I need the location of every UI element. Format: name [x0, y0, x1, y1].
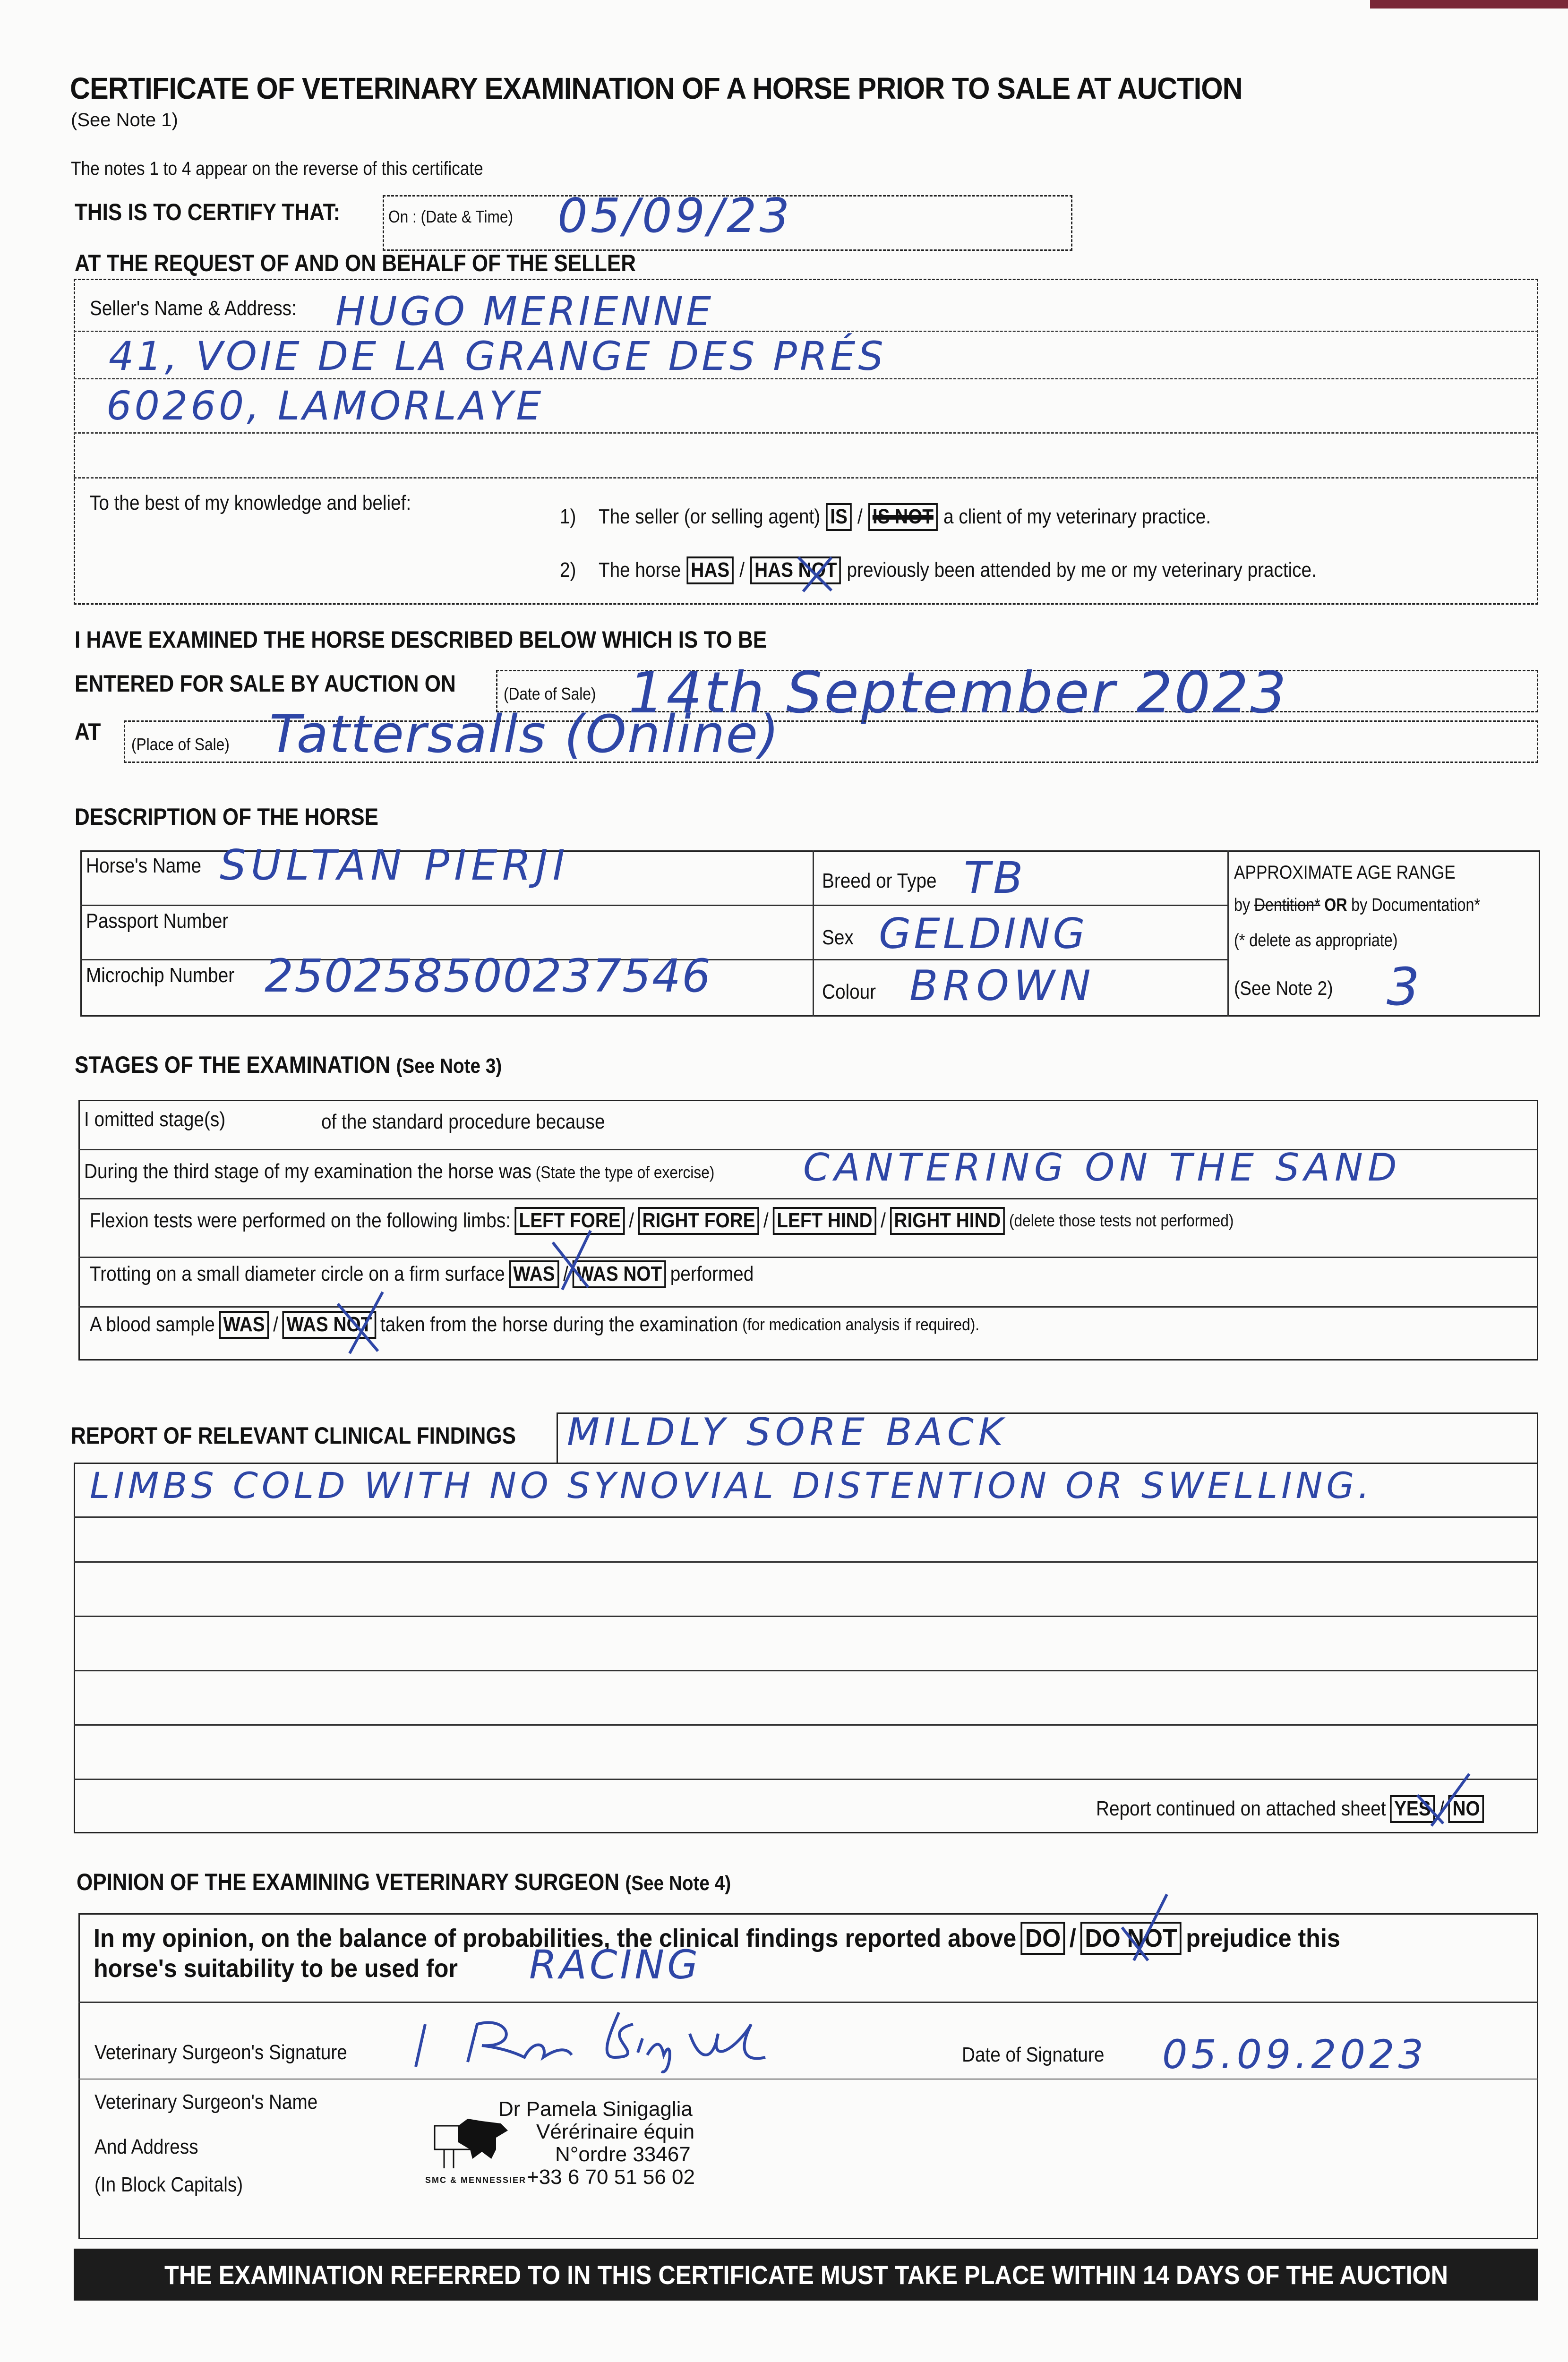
notes-line: The notes 1 to 4 appear on the reverse of this certificate: [71, 158, 483, 179]
block-capitals-label: (In Block Capitals): [94, 2173, 243, 2196]
findings-rule-3: [74, 1616, 1538, 1617]
right-hind-option[interactable]: RIGHT HIND: [890, 1207, 1005, 1235]
statement-2: [560, 556, 1317, 584]
examined-line: I HAVE EXAMINED THE HORSE DESCRIBED BELOW WHICH IS TO BE: [75, 626, 767, 653]
date-time-label: On : (Date & Time): [388, 207, 514, 226]
continued-no-option[interactable]: NO: [1448, 1795, 1484, 1823]
statement-1: [560, 503, 1211, 531]
seller-label: Seller's Name & Address:: [90, 297, 297, 320]
opinion-do-not-option[interactable]: DO NOT: [1080, 1922, 1182, 1955]
age-documentation[interactable]: by Documentation*: [1351, 895, 1481, 915]
certificate-title: CERTIFICATE OF VETERINARY EXAMINATION OF A HORSE PRIOR TO SALE AT AUCTION: [70, 71, 1242, 105]
seller-rule-4: [74, 477, 1538, 479]
address-label: And Address: [94, 2135, 198, 2158]
blood-slash: /: [273, 1313, 278, 1336]
stages-row-2: [78, 1198, 1538, 1199]
stages-heading: STAGES OF THE EXAMINATION: [75, 1052, 391, 1078]
surgeon-name-label: Veterinary Surgeon's Name: [94, 2090, 318, 2114]
age-heading: APPROXIMATE AGE RANGE: [1234, 862, 1456, 883]
trotting-suffix: performed: [670, 1262, 754, 1286]
findings-rule-2: [74, 1561, 1538, 1563]
opinion-heading-row: [77, 1868, 731, 1896]
trotting-slash: /: [563, 1262, 568, 1286]
opinion-note: (See Note 4): [625, 1872, 731, 1895]
findings-rule-6: [74, 1779, 1538, 1780]
blood-note: (for medication analysis if required).: [742, 1315, 980, 1335]
is-not-option[interactable]: IS NOT: [868, 503, 938, 531]
findings-rule-5: [74, 1724, 1538, 1726]
entered-label: ENTERED FOR SALE BY AUCTION ON: [75, 670, 456, 697]
opinion-slash: /: [1069, 1924, 1076, 1953]
place-of-sale-value: Tattersalls (Online): [269, 704, 780, 764]
item2-slash: /: [739, 558, 745, 582]
has-option[interactable]: HAS: [687, 556, 734, 584]
age-delete-note: (* delete as appropriate): [1234, 931, 1398, 950]
see-note-1: (See Note 1): [71, 110, 178, 130]
breed-value[interactable]: TB: [964, 853, 1026, 903]
age-or: OR: [1324, 895, 1347, 915]
horse-name-value[interactable]: SULTAN PIERJI: [220, 841, 570, 890]
footer-banner: [74, 2249, 1538, 2301]
is-option[interactable]: IS: [826, 503, 851, 531]
flexion-label: Flexion tests were performed on the following limbs:: [90, 1209, 511, 1232]
stamp-name: Dr Pamela Sinigaglia: [498, 2097, 693, 2121]
date-of-sale-label: (Date of Sale): [504, 684, 596, 703]
microchip-label: Microchip Number: [86, 964, 235, 987]
opinion-rule-1: [78, 2002, 1538, 2003]
item2-post: previously been attended by me or my veterinary practice.: [847, 558, 1317, 582]
seller-rule-2: [74, 378, 1538, 379]
flexion-slash-1: /: [629, 1209, 634, 1232]
findings-rule-1: [74, 1516, 1538, 1518]
desc-row-1: [80, 905, 1228, 906]
continued-label: Report continued on attached sheet: [1096, 1797, 1386, 1821]
at-label: AT: [75, 719, 101, 745]
horse-name-label: Horse's Name: [86, 854, 202, 877]
blood-label: A blood sample: [90, 1313, 215, 1336]
left-hind-option[interactable]: LEFT HIND: [773, 1207, 877, 1235]
item1-slash: /: [857, 505, 863, 529]
blood-row: [90, 1311, 979, 1339]
date-of-signature-label: Date of Signature: [962, 2043, 1105, 2066]
stamp-ordre: N°ordre 33467: [555, 2143, 691, 2166]
certify-label: THIS IS TO CERTIFY THAT:: [75, 199, 341, 225]
omitted-suffix: of the standard procedure because: [321, 1110, 605, 1133]
opinion-heading: OPINION OF THE EXAMINING VETERINARY SURGEON: [77, 1869, 620, 1895]
footer-text: THE EXAMINATION REFERRED TO IN THIS CERTIFICATE MUST TAKE PLACE WITHIN 14 DAYS OF THE AUCTION: [164, 2259, 1448, 2290]
opinion-do-cross-mark: [1115, 1890, 1172, 1965]
microchip-value[interactable]: 250258500237546: [265, 950, 712, 1002]
place-of-sale-label: (Place of Sale): [131, 735, 230, 754]
trotting-label: Trotting on a small diameter circle on a firm surface: [90, 1262, 505, 1286]
date-of-sale-value: 14th September 2023: [628, 660, 1288, 726]
age-value[interactable]: 3: [1387, 957, 1422, 1017]
opinion-do-option[interactable]: DO: [1021, 1922, 1065, 1955]
top-edge-band: [1370, 0, 1568, 9]
seller-rule-1: [74, 331, 1538, 332]
age-see-note: (See Note 2): [1234, 977, 1333, 999]
findings-line1[interactable]: MILDLY SORE BACK: [567, 1410, 1008, 1454]
flexion-slash-3: /: [881, 1209, 886, 1232]
description-heading: DESCRIPTION OF THE HORSE: [75, 804, 378, 830]
stages-row-4: [78, 1306, 1538, 1308]
seller-name[interactable]: HUGO MERIENNE: [335, 288, 714, 334]
stamp-phone: +33 6 70 51 56 02: [527, 2165, 695, 2189]
stamp-logo-text: SMC & MENNESSIER: [425, 2175, 527, 2185]
flexion-note: (delete those tests not performed): [1009, 1211, 1234, 1231]
opinion-statement-line2: horse's suitability to be used for: [94, 1954, 458, 1983]
findings-table: [74, 1463, 1538, 1833]
opinion-statement-pre: In my opinion, on the balance of probabilities, the clinical findings reported above: [94, 1924, 1017, 1953]
item1-pre: The seller (or selling agent): [598, 505, 821, 529]
stages-heading-row: [75, 1051, 502, 1078]
age-by: by: [1234, 895, 1251, 915]
third-stage-label: During the third stage of my examination the horse was: [84, 1160, 531, 1183]
right-fore-option[interactable]: RIGHT FORE: [638, 1207, 759, 1235]
opinion-use-value[interactable]: RACING: [529, 1942, 701, 1988]
seller-address-line1[interactable]: 41, VOIE DE LA GRANGE DES PRÉS: [109, 333, 886, 379]
opinion-rule-2: [78, 2079, 1538, 2080]
flexion-slash-2: /: [763, 1209, 769, 1232]
sex-label: Sex: [822, 926, 854, 949]
trotting-was-option[interactable]: WAS: [509, 1260, 559, 1288]
third-stage-row: [84, 1160, 714, 1183]
opinion-statement-post: prejudice this: [1186, 1924, 1340, 1953]
age-dentition[interactable]: Dentition*: [1254, 895, 1320, 915]
stages-note: (See Note 3): [396, 1054, 502, 1078]
knowledge-label: To the best of my knowledge and belief:: [90, 491, 411, 514]
stages-row-3: [78, 1257, 1538, 1258]
blood-suffix: taken from the horse during the examination: [380, 1313, 738, 1336]
has-not-option[interactable]: HAS NOT: [750, 556, 841, 584]
blood-was-option[interactable]: WAS: [219, 1311, 269, 1339]
blood-was-not-cross-mark: [331, 1285, 387, 1356]
continued-yes-cross-mark: [1410, 1769, 1476, 1831]
findings-line2[interactable]: LIMBS COLD WITH NO SYNOVIAL DISTENTION OR SWELLING.: [90, 1464, 1373, 1506]
trotting-was-cross-mark: [543, 1228, 595, 1294]
has-not-cross-mark: [794, 553, 841, 595]
seller-address-line2[interactable]: 60260, LAMORLAYE: [106, 383, 544, 429]
colour-label: Colour: [822, 980, 876, 1003]
breed-label: Breed or Type: [822, 869, 937, 892]
trotting-was-not-option[interactable]: WAS NOT: [573, 1260, 666, 1288]
third-stage-value[interactable]: CANTERING ON THE SAND: [803, 1146, 1402, 1190]
continued-yes-option[interactable]: YES: [1390, 1795, 1435, 1823]
seller-rule-3: [74, 432, 1538, 434]
request-line: AT THE REQUEST OF AND ON BEHALF OF THE SELLER: [75, 250, 636, 276]
sex-value[interactable]: GELDING: [879, 909, 1088, 958]
item1-post: a client of my veterinary practice.: [943, 505, 1211, 529]
stamp-title: Vérérinaire équin: [536, 2120, 695, 2143]
item2-num: 2): [560, 558, 576, 582]
date-time-value: 05/09/23: [557, 188, 793, 243]
continued-slash: /: [1439, 1797, 1444, 1821]
item1-num: 1): [560, 505, 576, 529]
blood-was-not-option[interactable]: WAS NOT: [283, 1311, 376, 1339]
trotting-row: [90, 1260, 754, 1288]
item2-pre: The horse: [598, 558, 681, 582]
flexion-row: [90, 1207, 1234, 1235]
signature-label: Veterinary Surgeon's Signature: [94, 2041, 347, 2064]
colour-value[interactable]: BROWN: [909, 961, 1096, 1010]
desc-divider-2: [1227, 850, 1229, 1017]
age-method-line: [1234, 895, 1480, 916]
date-of-signature-value[interactable]: 05.09.2023: [1162, 2031, 1427, 2078]
left-fore-option[interactable]: LEFT FORE: [515, 1207, 625, 1235]
third-stage-note: (State the type of exercise): [535, 1163, 715, 1182]
desc-divider-1: [813, 850, 814, 1017]
findings-heading: REPORT OF RELEVANT CLINICAL FINDINGS: [71, 1422, 516, 1449]
omitted-label: I omitted stage(s): [84, 1108, 226, 1131]
veterinary-signature[interactable]: [406, 2005, 794, 2076]
passport-label: Passport Number: [86, 909, 229, 933]
findings-rule-4: [74, 1670, 1538, 1671]
